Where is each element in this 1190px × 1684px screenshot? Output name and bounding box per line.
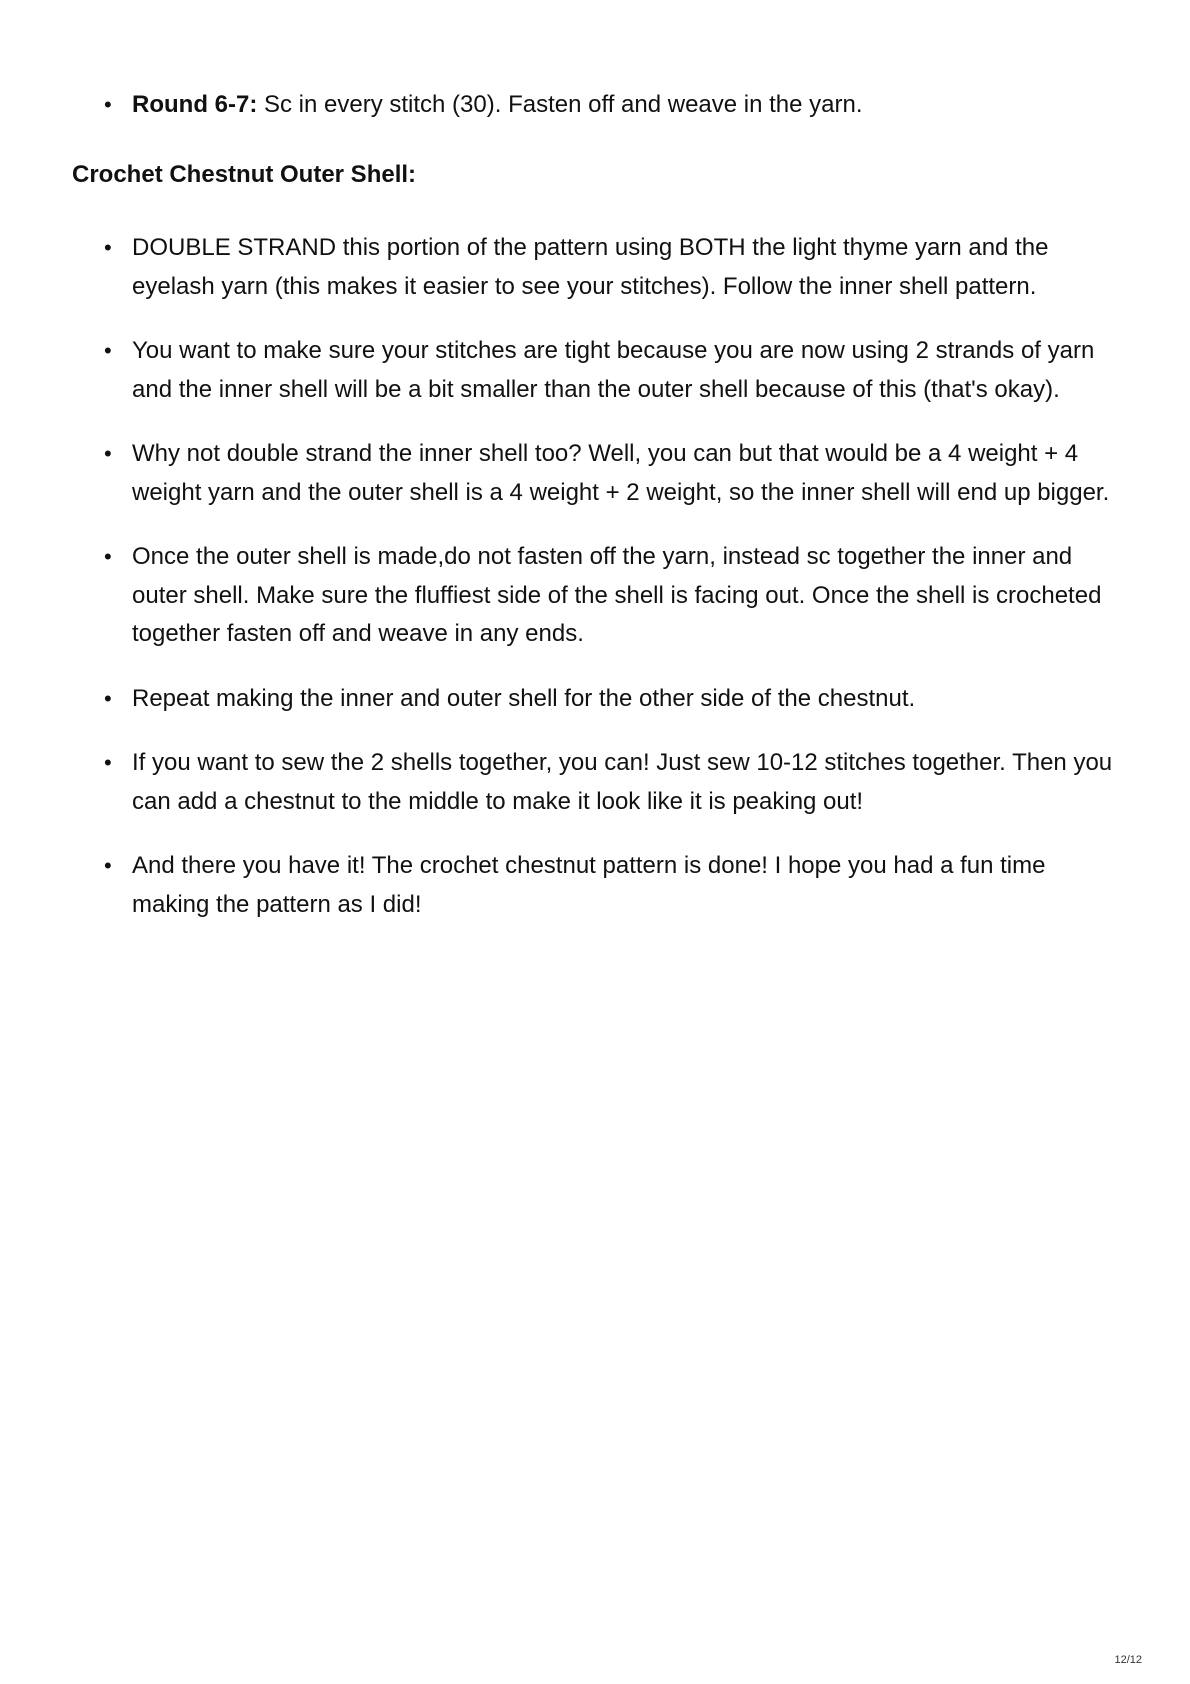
instruction-text: Why not double strand the inner shell too? Well, you can but that would be a 4 weight + 4 weight yarn and the outer shell is a 4 weight + 2 weight, so the inner shell will end up bigger. bbox=[132, 440, 1110, 506]
round-list bbox=[0, 86, 1122, 125]
instruction-text: You want to make sure your stitches are tight because you are now using 2 strands of yarn and the inner shell will be a bit smaller than the outer shell because of this (that's okay). bbox=[132, 337, 1095, 403]
bullet-icon: • bbox=[104, 235, 112, 260]
list-item bbox=[0, 680, 1122, 719]
bullet-icon: • bbox=[104, 338, 112, 363]
bullet-icon: • bbox=[104, 544, 112, 569]
bullet-icon: • bbox=[104, 750, 112, 775]
list-item bbox=[0, 86, 1122, 125]
list-item bbox=[0, 435, 1122, 512]
bullet-icon: • bbox=[104, 853, 112, 878]
round-label: Round 6-7: bbox=[132, 91, 258, 118]
instruction-text: Once the outer shell is made,do not fasten off the yarn, instead sc together the inner and outer shell. Make sure the fluffiest side of the shell is facing out. Once the shell is crocheted together fasten off and weave in any ends. bbox=[132, 543, 1102, 647]
bullet-icon: • bbox=[104, 685, 112, 711]
instruction-text: If you want to sew the 2 shells together, you can! Just sew 10-12 stitches together. Then you can add a chestnut to the middle to make it look like it is peaking out! bbox=[132, 749, 1113, 815]
list-item bbox=[0, 332, 1122, 409]
bullet-icon: • bbox=[104, 92, 112, 117]
page-number: 12/12 bbox=[1114, 1654, 1142, 1666]
list-item bbox=[0, 744, 1122, 821]
instruction-text: DOUBLE STRAND this portion of the pattern using BOTH the light thyme yarn and the eyelash yarn (this makes it easier to see your stitches). Follow the inner shell pattern. bbox=[132, 234, 1049, 300]
bullet-icon: • bbox=[104, 441, 112, 466]
instruction-text: And there you have it! The crochet chestnut pattern is done! I hope you had a fun time making the pattern as I did! bbox=[132, 852, 1046, 918]
section-heading: Crochet Chestnut Outer Shell: bbox=[72, 161, 417, 188]
instruction-list bbox=[0, 229, 1122, 950]
round-text: Sc in every stitch (30). Fasten off and weave in the yarn. bbox=[257, 91, 863, 118]
list-item bbox=[0, 847, 1122, 924]
instruction-text: Repeat making the inner and outer shell for the other side of the chestnut. bbox=[132, 684, 916, 712]
list-item bbox=[0, 229, 1122, 306]
list-item bbox=[0, 538, 1122, 654]
